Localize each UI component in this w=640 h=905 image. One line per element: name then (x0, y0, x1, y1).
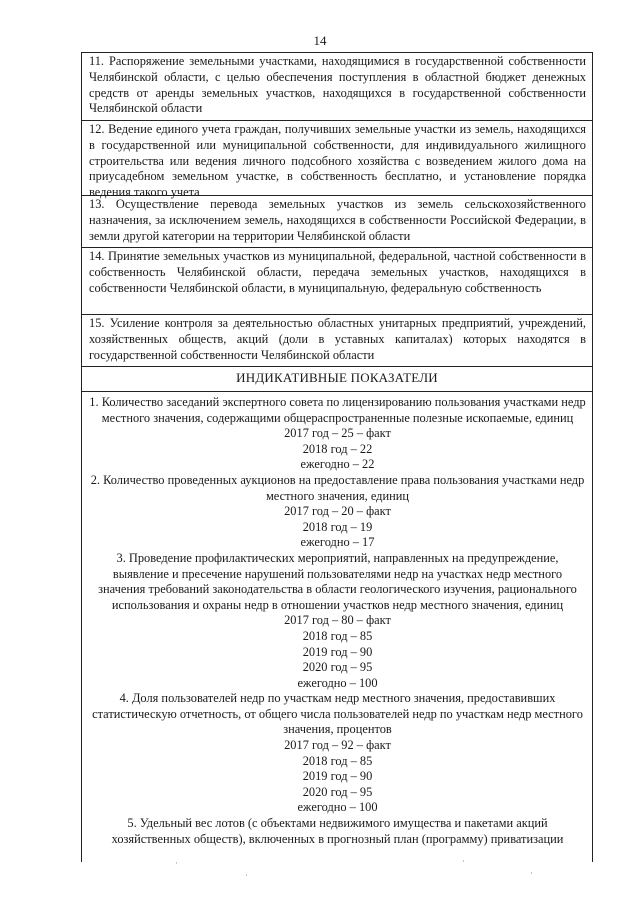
indicator-4 (89, 691, 586, 816)
indicator-title: 3. Проведение профилактических мероприятий, направленных на предупреждение, выявление и пресечение нарушений пользователями недр на участках недр местного значения требований законодательства в области геологического изучения, рационального использования и охраны недр в отношении участков недр местного значения, единиц (98, 550, 577, 612)
indicator-value: 2017 год – 92 – факт (284, 738, 391, 753)
indicator-value: ежегодно – 100 (297, 675, 378, 690)
indicator-value: 2018 год – 85 (302, 753, 373, 768)
indicator-value: 2019 год – 90 (302, 769, 373, 784)
task-row-15: 15. Усиление контроля за деятельностью областных унитарных предприятий, учреждений, хозяйственных обществ, акций (доли в уставных капиталах) которых находятся в государственной собственности Челябинской области (82, 315, 592, 367)
indicator-title: 5. Удельный вес лотов (с объектами недвижимого имущества и пакетами акций хозяйственных обществ), включенных в прогнозный план (программу) приватизации (111, 816, 564, 846)
indicator-value: 2017 год – 80 – факт (284, 613, 391, 628)
indicator-value: ежегодно – 22 (300, 457, 375, 472)
program-table (81, 52, 593, 862)
indicator-value: 2017 год – 25 – факт (284, 426, 391, 441)
indicator-value: 2019 год – 90 (302, 644, 373, 659)
scan-dot: · (462, 856, 465, 866)
indicator-value: 2017 год – 20 – факт (284, 504, 391, 519)
task-row-14: 14. Принятие земельных участков из муниципальной, федеральной, частной собственности в собственность Челябинской области, передача земельных участков, находящихся в собственности Челябинской области, в муниципальную, федеральную собственность (82, 248, 592, 315)
indicator-value: 2018 год – 85 (302, 628, 373, 643)
scan-dot: · (175, 858, 178, 868)
indicators-heading: ИНДИКАТИВНЫЕ ПОКАЗАТЕЛИ (82, 367, 592, 392)
indicator-3 (89, 551, 586, 691)
scan-artifacts (0, 856, 640, 896)
page-number: 14 (313, 33, 327, 48)
indicator-value: 2018 год – 22 (302, 441, 373, 456)
task-row-11: 11. Распоряжение земельными участками, находящимися в государственной собственности Челябинской области, с целью обеспечения поступления в областной бюджет денежных средств от аренды земельных участков, находящихся в государственной собственности Челябинской области (82, 53, 592, 121)
indicators-list (82, 392, 592, 862)
scan-dot: · (530, 868, 533, 878)
indicator-2 (89, 473, 586, 551)
scan-dot: · (245, 870, 248, 880)
indicator-value: ежегодно – 100 (297, 800, 378, 815)
indicator-title: 4. Доля пользователей недр по участкам недр местного значения, предоставивших статистическую отчетность, от общего числа пользователей недр по участкам недр местного значения, процентов (92, 691, 583, 737)
indicator-5 (89, 816, 586, 847)
indicator-value: 2018 год – 19 (302, 519, 373, 534)
task-row-13: 13. Осуществление перевода земельных участков из земель сельскохозяйственного назначения, за исключением земель, находящихся в собственности Российской Федерации, в земли другой категории на территории Челябинской области (82, 196, 592, 248)
indicator-value: 2020 год – 95 (302, 784, 373, 799)
task-row-12: 12. Ведение единого учета граждан, получивших земельные участки из земель, находящихся в государственной или муниципальной собственности, для индивидуального жилищного строительства или ведения личного подсобного хозяйства с возведением жилого дома на приусадебном земельном участке, в собственность бесплатно, и установление порядка ведения такого учета (82, 121, 592, 196)
indicator-value: 2020 год – 95 (302, 660, 373, 675)
indicator-title: 1. Количество заседаний экспертного совета по лицензированию пользования участками недр местного значения, содержащими общераспространенные полезные ископаемые, единиц (89, 395, 586, 425)
indicator-1 (89, 395, 586, 473)
indicator-title: 2. Количество проведенных аукционов на предоставление права пользования участками недр местного значения, единиц (90, 472, 585, 503)
indicator-value: ежегодно – 17 (300, 535, 375, 550)
